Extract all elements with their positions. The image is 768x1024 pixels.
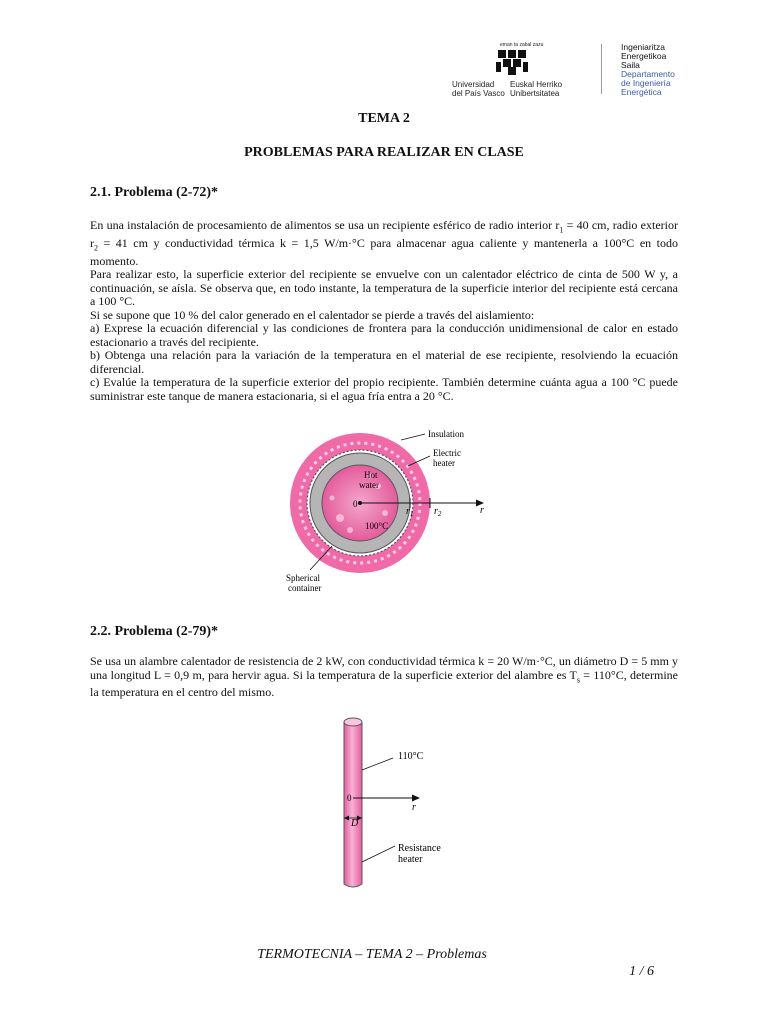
univ-name-eu-2: Unibertsitatea xyxy=(510,89,560,98)
logo-motto: eman ta zabal zazu xyxy=(500,42,544,48)
univ-name-eu-1: Euskal Herriko xyxy=(510,80,563,89)
resistance-wire xyxy=(344,719,362,887)
page-number: 1 / 6 xyxy=(629,964,654,979)
spherical-container-figure xyxy=(270,418,510,598)
resistance-wire-figure xyxy=(310,712,480,894)
dept-name-eu-1: Ingeniaritza xyxy=(621,42,665,52)
surface-temp-leader xyxy=(362,758,393,770)
problem-2-paragraph-1: Se usa un alambre calentador de resistencia de 2 kW, con conductividad térmica k = 20 W/m·°C, un diámetro D = 5 mm y una longitud L = 0,9 m, para hervir agua. Si la temperatura de la superficie exterior del alambre es $T_s = 110^\circ C$, determine la temperatura en el centro del mismo. xyxy=(90,654,678,700)
problem-2-text xyxy=(90,655,678,700)
problem-1-heading: 2.1. Problema (2-72)* xyxy=(90,185,219,200)
header-divider xyxy=(601,44,602,94)
problem-1-item-a: a) Exprese la ecuación diferencial y las condiciones de frontera para la conducción unidimensional de calor en estado estacionario a través del recipiente. xyxy=(90,321,678,349)
footer-text: TERMOTECNIA – TEMA 2 – Problemas xyxy=(257,947,487,962)
spherical-label: Spherical xyxy=(286,573,320,583)
insulation-label: Insulation xyxy=(428,429,464,439)
problem-1-paragraph-1: En una instalación de procesamiento de alimentos se usa un recipiente esférico de radio interior $r_1 = 40$ cm, radio exterior $r_2 = 41$ cm y conductividad térmica k = 1,5 W/m·°C para almacenar agua caliente y mantenerla a 100°C en todo momento. xyxy=(90,218,678,268)
univ-name-es-1: Universidad xyxy=(452,80,495,89)
problem-2-heading: 2.2. Problema (2-79)* xyxy=(90,624,219,639)
university-logo xyxy=(452,40,602,98)
diameter-label: D xyxy=(351,818,359,829)
r2-label: $r_2$ xyxy=(434,506,442,518)
resistance-label: Resistance xyxy=(398,843,441,854)
insulation-leader xyxy=(401,434,425,440)
problem-1-item-b: b) Obtenga una relación para la variación de la temperatura en el material de ese recipiente, resolviendo la ecuación diferencial. xyxy=(90,348,678,376)
wire-top-face xyxy=(344,718,362,726)
dept-name-es-1: Departamento xyxy=(621,69,675,79)
water-label: water xyxy=(359,480,379,490)
dept-name-eu-2: Energetikoa xyxy=(621,51,667,61)
origin-label: 0 xyxy=(353,499,358,509)
upv-emblem-icon xyxy=(495,48,529,76)
resistance-heater-label: heater xyxy=(398,854,423,865)
surface-temperature-label: 110°C xyxy=(398,751,424,762)
dept-name-es-2: de Ingeniería xyxy=(621,78,671,88)
electric-label: Electric xyxy=(433,448,461,458)
document-title: TEMA 2 xyxy=(358,111,410,126)
water-temperature-label: 100°C xyxy=(365,521,389,531)
resistance-leader xyxy=(362,846,395,862)
problem-1-paragraph-3: Si se supone que 10 % del calor generado en el calentador se pierde a través del aislamiento: xyxy=(90,307,535,322)
heater-label: heater xyxy=(433,458,455,468)
r-axis-label: r xyxy=(480,505,484,516)
univ-name-es-2: del País Vasco xyxy=(452,89,505,98)
wire-origin-label: 0 xyxy=(347,793,352,803)
problem-1-item-c: c) Evalúe la temperatura de la superficie exterior del propio recipiente. También determine cuánta agua a 100 °C puede suministrar este tanque de manera estacionaria, si el agua fría entra a 20 °C. xyxy=(90,375,678,403)
problem-1-text xyxy=(90,219,678,403)
dept-name-es-3: Energética xyxy=(621,87,662,97)
dept-name-eu-3: Saila xyxy=(621,60,640,70)
r1-label: $r_1$ xyxy=(406,506,414,518)
problem-1-paragraph-2: Para realizar esto, la superficie exterior del recipiente se envuelve con un calentador eléctrico de cinta de 500 W y, a continuación, se aísla. Se observa que, en todo instante, la temperatura de la superficie interior del recipiente está cercana a 100 °C. xyxy=(90,267,678,309)
document-subtitle: PROBLEMAS PARA REALIZAR EN CLASE xyxy=(244,145,524,160)
wire-radius-arrow-icon xyxy=(412,795,420,802)
hot-label: Hot xyxy=(364,470,378,480)
container-label: container xyxy=(288,583,322,593)
wire-r-label: r xyxy=(412,802,416,813)
